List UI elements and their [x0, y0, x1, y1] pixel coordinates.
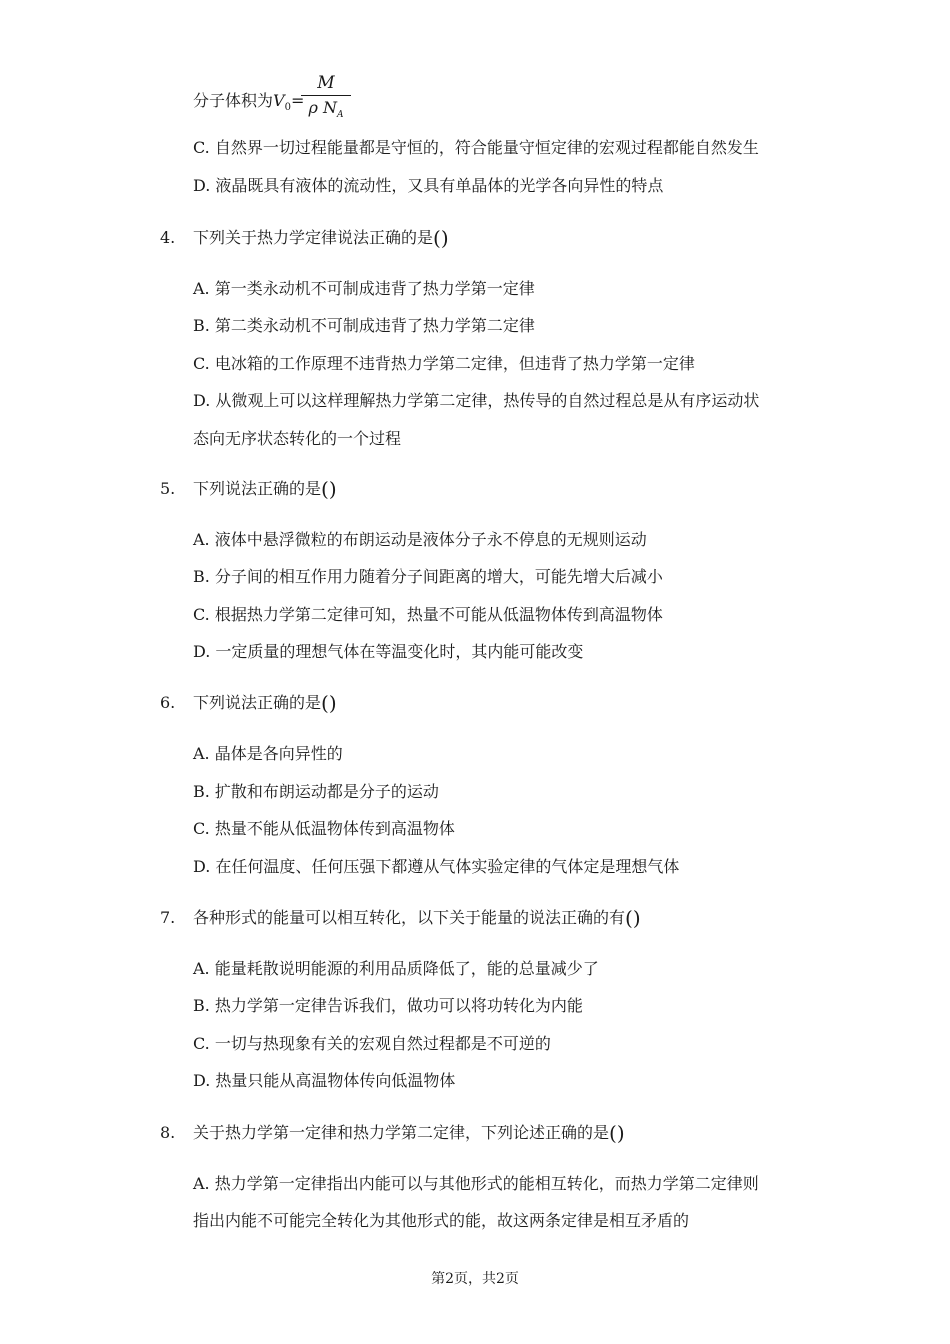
fraction-bar: [301, 95, 351, 96]
option-a: A. 第一类永动机不可制成违背了热力学第一定律: [193, 279, 535, 298]
option-b: B. 扩散和布朗运动都是分子的运动: [193, 782, 439, 801]
question-stem: [193, 228, 449, 248]
question-number: 4.: [160, 228, 176, 247]
q3-option-d: D. 液晶既具有液体的流动性，又具有单晶体的光学各向异性的特点: [193, 176, 664, 195]
question-number: 6.: [160, 693, 176, 712]
question-stem: [193, 908, 641, 928]
formula-lhs-sub: 0: [284, 102, 291, 114]
option-d: D. 一定质量的理想气体在等温变化时，其内能可能改变: [193, 642, 584, 661]
formula-lead-text: 分子体积为: [193, 91, 274, 110]
question-text: 下列说法正确的是: [193, 479, 322, 498]
option-c: C. 电冰箱的工作原理不违背热力学第二定律，但违背了热力学第一定律: [193, 354, 695, 373]
option-b: B. 第二类永动机不可制成违背了热力学第二定律: [193, 316, 535, 335]
page-footer: 第2页，共2页: [431, 1271, 519, 1287]
question-stem: [193, 693, 337, 713]
option-a: A. 热力学第一定律指出内能可以与其他形式的能相互转化，而热力学第二定律则: [193, 1174, 759, 1193]
option-c: C. 一切与热现象有关的宏观自然过程都是不可逆的: [193, 1034, 551, 1053]
formula-numerator: M: [317, 73, 335, 93]
option-a: A. 液体中悬浮微粒的布朗运动是液体分子永不停息的无规则运动: [193, 530, 647, 549]
option-a-continued: 指出内能不可能完全转化为其他形式的能，故这两条定律是相互矛盾的: [193, 1211, 690, 1230]
formula-den-var: N: [323, 98, 337, 117]
question-text: 各种形式的能量可以相互转化，以下关于能量的说法正确的有: [193, 908, 626, 927]
question-text: 下列说法正确的是: [193, 693, 322, 712]
formula-rho: ρ: [308, 98, 318, 117]
option-c: C. 热量不能从低温物体传到高温物体: [193, 819, 455, 838]
option-a: A. 晶体是各向异性的: [193, 744, 343, 763]
question-text: 关于热力学第一定律和热力学第二定律，下列论述正确的是: [193, 1123, 610, 1142]
option-d: D. 在任何温度、任何压强下都遵从气体实验定律的气体定是理想气体: [193, 857, 680, 876]
formula-equals: =: [290, 91, 305, 110]
question-stem: [193, 479, 337, 499]
question-stem: [193, 1123, 625, 1143]
option-b: B. 分子间的相互作用力随着分子间距离的增大，可能先增大后减小: [193, 567, 663, 586]
question-text: 下列关于热力学定律说法正确的是: [193, 228, 434, 247]
formula-den-sub: A: [337, 110, 344, 121]
formula-fraction: [301, 72, 351, 125]
answer-paren: (): [321, 691, 337, 715]
option-d: D. 从微观上可以这样理解热力学第二定律，热传导的自然过程总是从有序运动状: [193, 391, 760, 410]
option-a: A. 能量耗散说明能源的利用品质降低了，能的总量减少了: [193, 959, 599, 978]
formula-denominator: [301, 98, 351, 125]
formula-lhs-var: V: [273, 91, 285, 110]
option-b: B. 热力学第一定律告诉我们，做功可以将功转化为内能: [193, 996, 583, 1015]
option-d: D. 热量只能从高温物体传向低温物体: [193, 1071, 456, 1090]
answer-paren: (): [609, 1121, 625, 1145]
answer-paren: (): [321, 477, 337, 501]
option-d-continued: 态向无序状态转化的一个过程: [193, 429, 402, 448]
answer-paren: (): [433, 226, 449, 250]
question-number: 5.: [160, 479, 176, 498]
question-number: 7.: [160, 908, 176, 927]
answer-paren: (): [625, 906, 641, 930]
q3-option-c: C. 自然界一切过程能量都是守恒的，符合能量守恒定律的宏观过程都能自然发生: [193, 138, 759, 157]
option-c: C. 根据热力学第二定律可知，热量不可能从低温物体传到高温物体: [193, 605, 663, 624]
question-number: 8.: [160, 1123, 176, 1142]
